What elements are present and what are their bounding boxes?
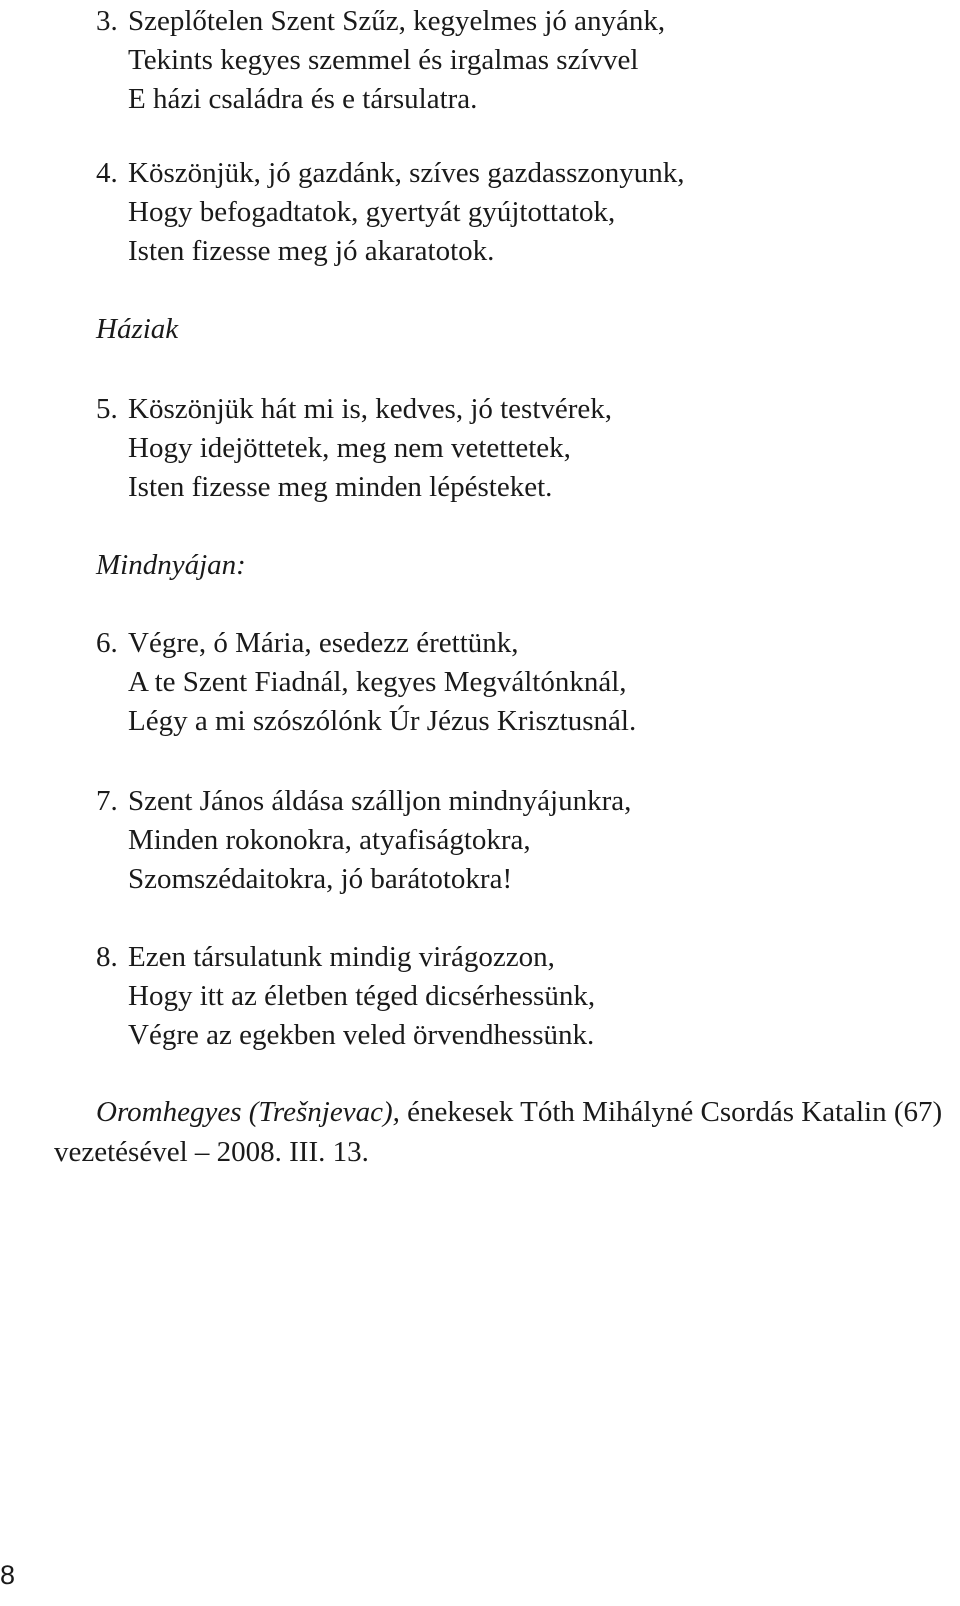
stanza-7 <box>96 782 946 899</box>
stanza-line: A te Szent Fiadnál, kegyes Megváltónknál, <box>128 666 627 698</box>
source-line-2: vezetésével – 2008. III. 13. <box>54 1136 369 1168</box>
source-place: Oromhegyes (Trešnjevac), <box>96 1096 400 1128</box>
stanza-line: Hogy itt az életben téged dicsérhessünk, <box>128 980 596 1012</box>
source-line-1 <box>54 1092 944 1132</box>
stanza-4 <box>96 154 946 271</box>
stanza-line <box>96 154 946 193</box>
stanza-line <box>96 782 946 821</box>
stanza-line: Végre az egekben veled örvendhessünk. <box>128 1019 595 1051</box>
speaker-label-haziak: Háziak <box>96 313 179 345</box>
stanza-line: Hogy befogadtatok, gyertyát gyújtottatok, <box>128 196 616 228</box>
stanza-number: 7. <box>96 785 118 817</box>
page-number: 8 <box>0 1560 16 1590</box>
stanza-line: Isten fizesse meg minden lépésteket. <box>128 471 553 503</box>
source-note <box>54 1092 944 1172</box>
stanza-5 <box>96 390 946 507</box>
stanza-line: Minden rokonokra, atyafiságtokra, <box>128 824 531 856</box>
stanza-line: Hogy idejöttetek, meg nem vetettetek, <box>128 432 571 464</box>
stanza-line: Isten fizesse meg jó akaratotok. <box>128 235 495 267</box>
stanza-line <box>96 938 946 977</box>
stanza-line: Szomszédaitokra, jó barátotokra! <box>128 863 513 895</box>
stanza-line: Tekints kegyes szemmel és irgalmas szívvel <box>128 44 639 76</box>
stanza-line <box>96 2 946 41</box>
stanza-line: E házi családra és e társulatra. <box>128 83 478 115</box>
stanza-line: Légy a mi szószólónk Úr Jézus Krisztusnál. <box>128 705 637 737</box>
stanza-line <box>96 624 946 663</box>
stanza-number: 3. <box>96 5 118 37</box>
stanza-line-text: Ezen társulatunk mindig virágozzon, <box>128 941 555 973</box>
speaker-label-mindnyajan: Mindnyájan: <box>96 549 246 581</box>
source-performers: énekesek Tóth Mihályné Csordás Katalin (67) <box>399 1096 943 1128</box>
stanza-number: 5. <box>96 393 118 425</box>
stanza-line <box>96 390 946 429</box>
stanza-6 <box>96 624 946 741</box>
stanza-number: 6. <box>96 627 118 659</box>
stanza-line-text: Szent János áldása szálljon mindnyájunkra, <box>128 785 632 817</box>
stanza-line-text: Köszönjük, jó gazdánk, szíves gazdasszonyunk, <box>128 157 685 189</box>
stanza-line-text: Végre, ó Mária, esedezz érettünk, <box>128 627 519 659</box>
stanza-line-text: Szeplőtelen Szent Szűz, kegyelmes jó anyánk, <box>128 5 666 37</box>
stanza-3 <box>96 2 946 119</box>
stanza-line-text: Köszönjük hát mi is, kedves, jó testvérek, <box>128 393 613 425</box>
stanza-number: 8. <box>96 941 118 973</box>
stanza-8 <box>96 938 946 1055</box>
stanza-number: 4. <box>96 157 118 189</box>
